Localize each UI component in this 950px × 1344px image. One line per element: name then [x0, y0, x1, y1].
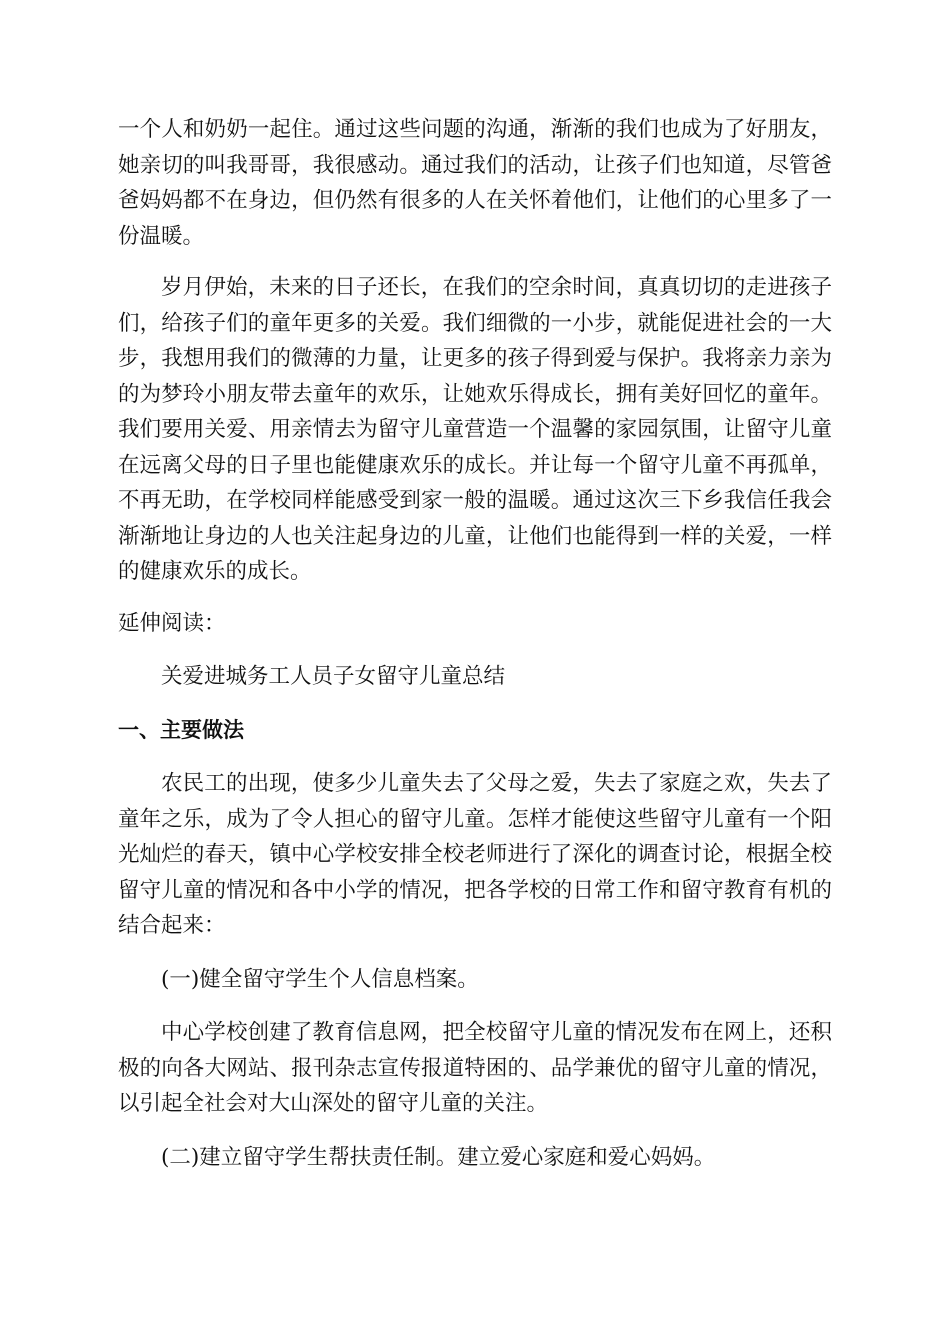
document-page — [118, 112, 832, 1175]
paragraph-migrant-workers: 农民工的出现，使多少儿童失去了父母之爱，失去了家庭之欢，失去了童年之乐，成为了令人担心的留守儿童。怎样才能使这些留守儿童有一个阳光灿烂的春天，镇中心学校安排全校老师进行了深化的调查讨论，根据全校留守儿童的情况和各中小学的情况，把各学校的日常工作和留守教育有机的结合起来： — [118, 771, 832, 938]
subheading-assistance-system: (二)建立留守学生帮扶责任制。建立爱心家庭和爱心妈妈。 — [161, 1144, 716, 1170]
section-heading-main-practices: 一、主要做法 — [118, 717, 244, 742]
extended-reading-label: 延伸阅读： — [118, 610, 226, 636]
paragraph-years-begin: 岁月伊始，未来的日子还长，在我们的空余时间，真真切切的走进孩子们，给孩子们的童年更多的关爱。我们细微的一小步，就能促进社会的一大步，我想用我们的微薄的力量，让更多的孩子得到爱与保护。我将亲力亲为的为梦玲小朋友带去童年的欢乐，让她欢乐得成长，拥有美好回忆的童年。我们要用关爱、用亲情去为留守儿童营造一个温馨的家园氛围，让留守儿童在远离父母的日子里也能健康欢乐的成长。并让每一个留守儿童不再孤单，不再无助，在学校同样能感受到家一般的温暖。通过这次三下乡我信任我会渐渐地让身边的人也关注起身边的儿童，让他们也能得到一样的关爱，一样的健康欢乐的成长。 — [118, 275, 832, 584]
subheading-student-records: (一)健全留守学生个人信息档案。 — [161, 966, 479, 992]
article-title: 关爱进城务工人员子女留守儿童总结 — [161, 664, 506, 689]
paragraph-continuation: 一个人和奶奶一起住。通过这些问题的沟通，渐渐的我们也成为了好朋友，她亲切的叫我哥哥，我很感动。通过我们的活动，让孩子们也知道，尽管爸爸妈妈都不在身边，但仍然有很多的人在关怀着他们，让他们的心里多了一份温暖。 — [118, 117, 832, 249]
paragraph-education-network: 中心学校创建了教育信息网，把全校留守儿童的情况发布在网上，还积极的向各大网站、报刊杂志宣传报道特困的、品学兼优的留守儿童的情况，以引起全社会对大山深处的留守儿童的关注。 — [118, 1020, 832, 1116]
